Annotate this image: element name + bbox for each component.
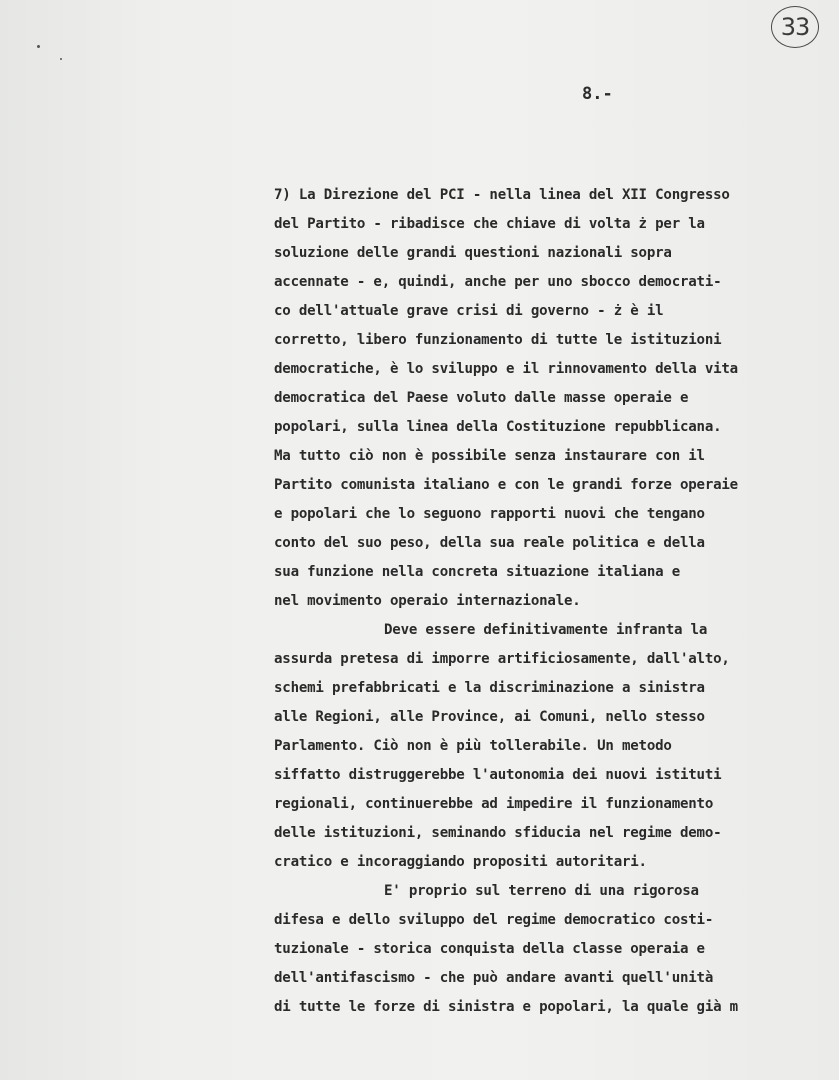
paper-speck bbox=[60, 58, 62, 60]
text-line: 7) La Direzione del PCI - nella linea del XII Congresso bbox=[274, 187, 730, 203]
text-line: siffatto distruggerebbe l'autonomia dei nuovi istituti bbox=[274, 767, 722, 783]
text-line: di tutte le forze di sinistra e popolari, la quale già m bbox=[274, 999, 738, 1015]
text-line: co dell'attuale grave crisi di governo - ż è il bbox=[274, 303, 664, 319]
text-line: popolari, sulla linea della Costituzione repubblicana. bbox=[274, 419, 722, 435]
text-line: assurda pretesa di imporre artificiosamente, dall'alto, bbox=[274, 651, 730, 667]
text-line: conto del suo peso, della sua reale politica e della bbox=[274, 535, 705, 551]
text-line: Partito comunista italiano e con le grandi forze operaie bbox=[274, 477, 738, 493]
text-line: regionali, continuerebbe ad impedire il funzionamento bbox=[274, 796, 714, 812]
text-line: delle istituzioni, seminando sfiducia nel regime demo- bbox=[274, 825, 722, 841]
text-line: accennate - e, quindi, anche per uno sbocco democrati- bbox=[274, 274, 722, 290]
text-line: tuzionale - storica conquista della classe operaia e bbox=[274, 941, 705, 957]
text-line-indented: E' proprio sul terreno di una rigorosa bbox=[384, 883, 699, 899]
paper-speck bbox=[37, 45, 40, 48]
text-line: e popolari che lo seguono rapporti nuovi che tengano bbox=[274, 506, 705, 522]
typed-body-text bbox=[274, 181, 839, 1022]
text-line: Ma tutto ciò non è possibile senza instaurare con il bbox=[274, 448, 705, 464]
text-line: nel movimento operaio internazionale. bbox=[274, 593, 581, 609]
archive-page-stamp: 33 bbox=[771, 6, 819, 48]
text-line: soluzione delle grandi questioni nazionali sopra bbox=[274, 245, 672, 261]
text-line: democratiche, è lo sviluppo e il rinnovamento della vita bbox=[274, 361, 738, 377]
text-line: democratica del Paese voluto dalle masse operaie e bbox=[274, 390, 689, 406]
text-line: corretto, libero funzionamento di tutte le istituzioni bbox=[274, 332, 722, 348]
text-line-indented: Deve essere definitivamente infranta la bbox=[384, 622, 708, 638]
text-line: dell'antifascismo - che può andare avanti quell'unità bbox=[274, 970, 714, 986]
text-line: Parlamento. Ciò non è più tollerabile. Un metodo bbox=[274, 738, 672, 754]
text-line: sua funzione nella concreta situazione italiana e bbox=[274, 564, 680, 580]
text-line: del Partito - ribadisce che chiave di volta ż per la bbox=[274, 216, 705, 232]
text-line: alle Regioni, alle Province, ai Comuni, nello stesso bbox=[274, 709, 705, 725]
text-line: schemi prefabbricati e la discriminazione a sinistra bbox=[274, 680, 705, 696]
page-number: 8.- bbox=[582, 84, 613, 104]
text-line: cratico e incoraggiando propositi autoritari. bbox=[274, 854, 647, 870]
text-line: difesa e dello sviluppo del regime democratico costi- bbox=[274, 912, 714, 928]
